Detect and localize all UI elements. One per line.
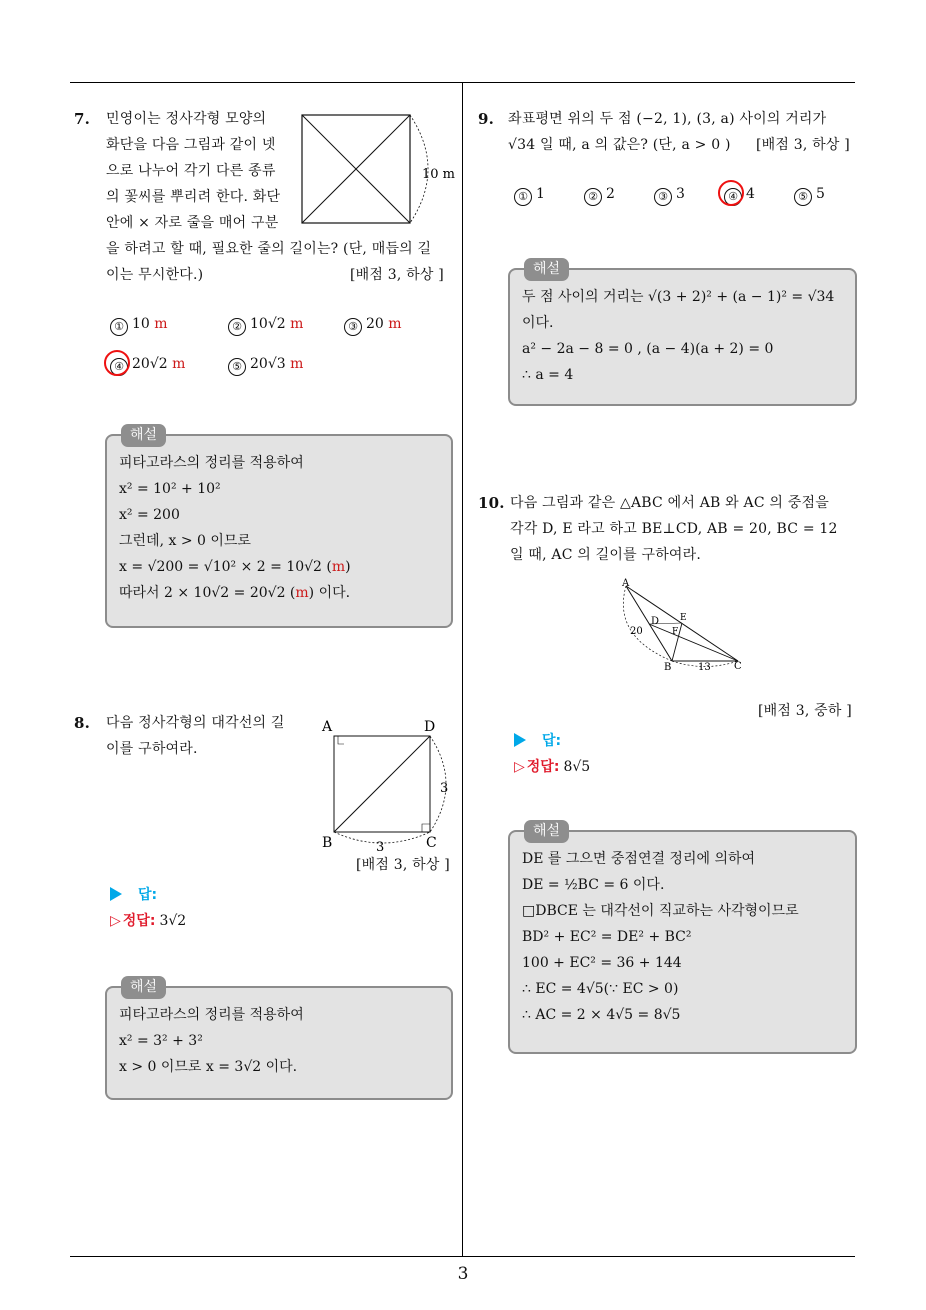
q10-figure [616,576,746,672]
answer-arrow-icon [514,733,526,747]
q8-solution-tag: 해설 [121,976,166,999]
q7-fig-label: 10 m [422,167,456,182]
q10-label-d: D [651,616,660,627]
q9-option-3[interactable]: ③ 3 [654,186,685,206]
q10-score: [배점 3, 중하 ] [758,703,852,719]
q10-correct-answer: ▷ 정답: 8√5 [514,759,591,775]
q10-sol-line: DE = ½BC = 6 이다. [522,877,665,893]
q7-line: 으로 나누어 각기 다른 종류 [106,163,276,179]
outline-triangle-icon: ▷ [514,759,525,775]
q9-option-5[interactable]: ⑤ 5 [794,186,825,206]
q10-label-e: E [680,613,687,623]
q10-label-f: F [672,627,679,637]
q8-line: 다음 정사각형의 대각선의 길 [106,715,285,731]
q7-line: 을 하려고 할 때, 필요한 줄의 길이는? (단, 매듭의 길 [106,241,432,257]
q10-answer-label: 답: [514,730,561,750]
q10-sol-line: 100 + EC² = 36 + 144 [522,955,682,971]
q10-label-bc: 13 [698,662,711,672]
q10-sol-line: DE 를 그으면 중점연결 정리에 의하여 [522,851,756,867]
q7-figure [298,108,458,232]
q8-side-bottom: 3 [376,840,385,854]
q8-label-a: A [322,719,333,735]
q7-sol-line: 그런데, x > 0 이므로 [119,533,251,549]
q7-sol-line: x = √200 = √10² × 2 = 10√2 (m) [119,559,351,575]
q10-label-b: B [664,662,672,672]
q8-diagonal [334,736,430,832]
q7-sol-line: x² = 200 [119,507,180,523]
q10-solution-box [508,823,857,1054]
q10-sol-line: ∴ EC = 4√5(∵ EC > 0) [522,981,679,997]
q8-label-b: B [322,835,333,851]
q7-sol-line: 피타고라스의 정리를 적용하여 [119,455,304,471]
q7-option-2[interactable]: ② 10√2 m [228,316,303,336]
q8-answer-label: 답: [110,884,157,904]
q7-sol-line: 따라서 2 × 10√2 = 20√2 (m) 이다. [119,585,351,601]
q8-right-angle [338,736,344,744]
q9-line: 좌표평면 위의 두 점 (−2, 1), (3, a) 사이의 거리가 [508,111,827,127]
q7-option-4[interactable]: ④ 20√2 m [110,356,185,376]
q10-sol-line: ∴ AC = 2 × 4√5 = 8√5 [522,1007,681,1023]
q7-line: 안에 × 자로 줄을 매어 구분 [106,215,279,231]
q8-label-d: D [424,719,436,735]
q7-line: 이는 무시한다.) [106,267,204,283]
q10-solution-tag: 해설 [524,820,569,843]
q8-text [106,710,316,762]
q9-line: √34 일 때, a 의 값은? (단, a > 0 ) [508,137,731,153]
q10-sol-line: BD² + EC² = DE² + BC² [522,929,692,945]
q8-side-right: 3 [440,781,449,796]
q10-line: 각각 D, E 라고 하고 BE⊥CD, AB = 20, BC = 12 [510,521,838,537]
q7-solution-tag: 해설 [121,424,166,447]
q9-score: [배점 3, 하상 ] [756,137,850,153]
q8-sol-line: 피타고라스의 정리를 적용하여 [119,1007,304,1023]
q8-correct-answer: ▷ 정답: 3√2 [110,913,187,929]
q7-line: 의 꽃씨를 뿌리려 한다. 화단 [106,189,281,205]
q10-label-c: C [734,661,742,672]
q8-line: 이를 구하여라. [106,741,198,757]
q7-score: [배점 3, 하상 ] [350,267,444,283]
q10-label-ab: 20 [630,626,643,637]
q9-sol-line: 두 점 사이의 거리는 √(3 + 2)² + (a − 1)² = √34 [522,289,835,305]
q9-solution-box [508,261,857,406]
page-number: 3 [457,1264,469,1284]
outline-triangle-icon: ▷ [110,913,121,929]
q10-number: 10. [478,494,505,512]
q9-solution-tag: 해설 [524,258,569,281]
q10-line: 다음 그림과 같은 △ABC 에서 AB 와 AC 의 중점을 [510,495,829,511]
q7-selected-mark [104,350,130,376]
q7-line: 민영이는 정사각형 모양의 [106,111,267,127]
q8-number: 8. [74,714,91,732]
q9-sol-line: 이다. [522,315,554,331]
q9-option-4[interactable]: ④ 4 [724,186,755,206]
answer-arrow-icon [110,887,122,901]
q7-option-5[interactable]: ⑤ 20√3 m [228,356,303,376]
q8-sol-line: x > 0 이므로 x = 3√2 이다. [119,1059,298,1075]
column-divider [462,82,463,1256]
q8-right-angle [422,824,430,832]
bottom-rule [70,1256,855,1257]
q10-segment-cd [649,624,738,661]
q8-solution-box [105,979,453,1100]
q7-text [106,106,296,236]
q8-sol-line: x² = 3² + 3² [119,1033,203,1049]
q9-option-1[interactable]: ① 1 [514,186,545,206]
q7-sol-line: x² = 10² + 10² [119,481,221,497]
q7-solution-box [105,427,453,628]
q9-option-2[interactable]: ② 2 [584,186,615,206]
q7-option-1[interactable]: ① 10 m [110,316,168,336]
q10-text [510,490,860,568]
q8-label-c: C [426,835,437,851]
q10-sol-line: □DBCE 는 대각선이 직교하는 사각형이므로 [522,903,799,919]
q9-selected-mark [718,180,744,206]
q9-sol-line: a² − 2a − 8 = 0 , (a − 4)(a + 2) = 0 [522,341,774,357]
q8-score: [배점 3, 하상 ] [356,857,450,873]
q7-line: 화단을 다음 그림과 같이 넷 [106,137,276,153]
q7-option-3[interactable]: ③ 20 m [344,316,402,336]
q10-line: 일 때, AC 의 길이를 구하여라. [510,547,702,563]
q9-sol-line: ∴ a = 4 [522,367,574,383]
q9-number: 9. [478,110,495,128]
q10-label-a: A [622,578,630,589]
q7-number: 7. [74,110,91,128]
q8-figure [316,714,456,854]
